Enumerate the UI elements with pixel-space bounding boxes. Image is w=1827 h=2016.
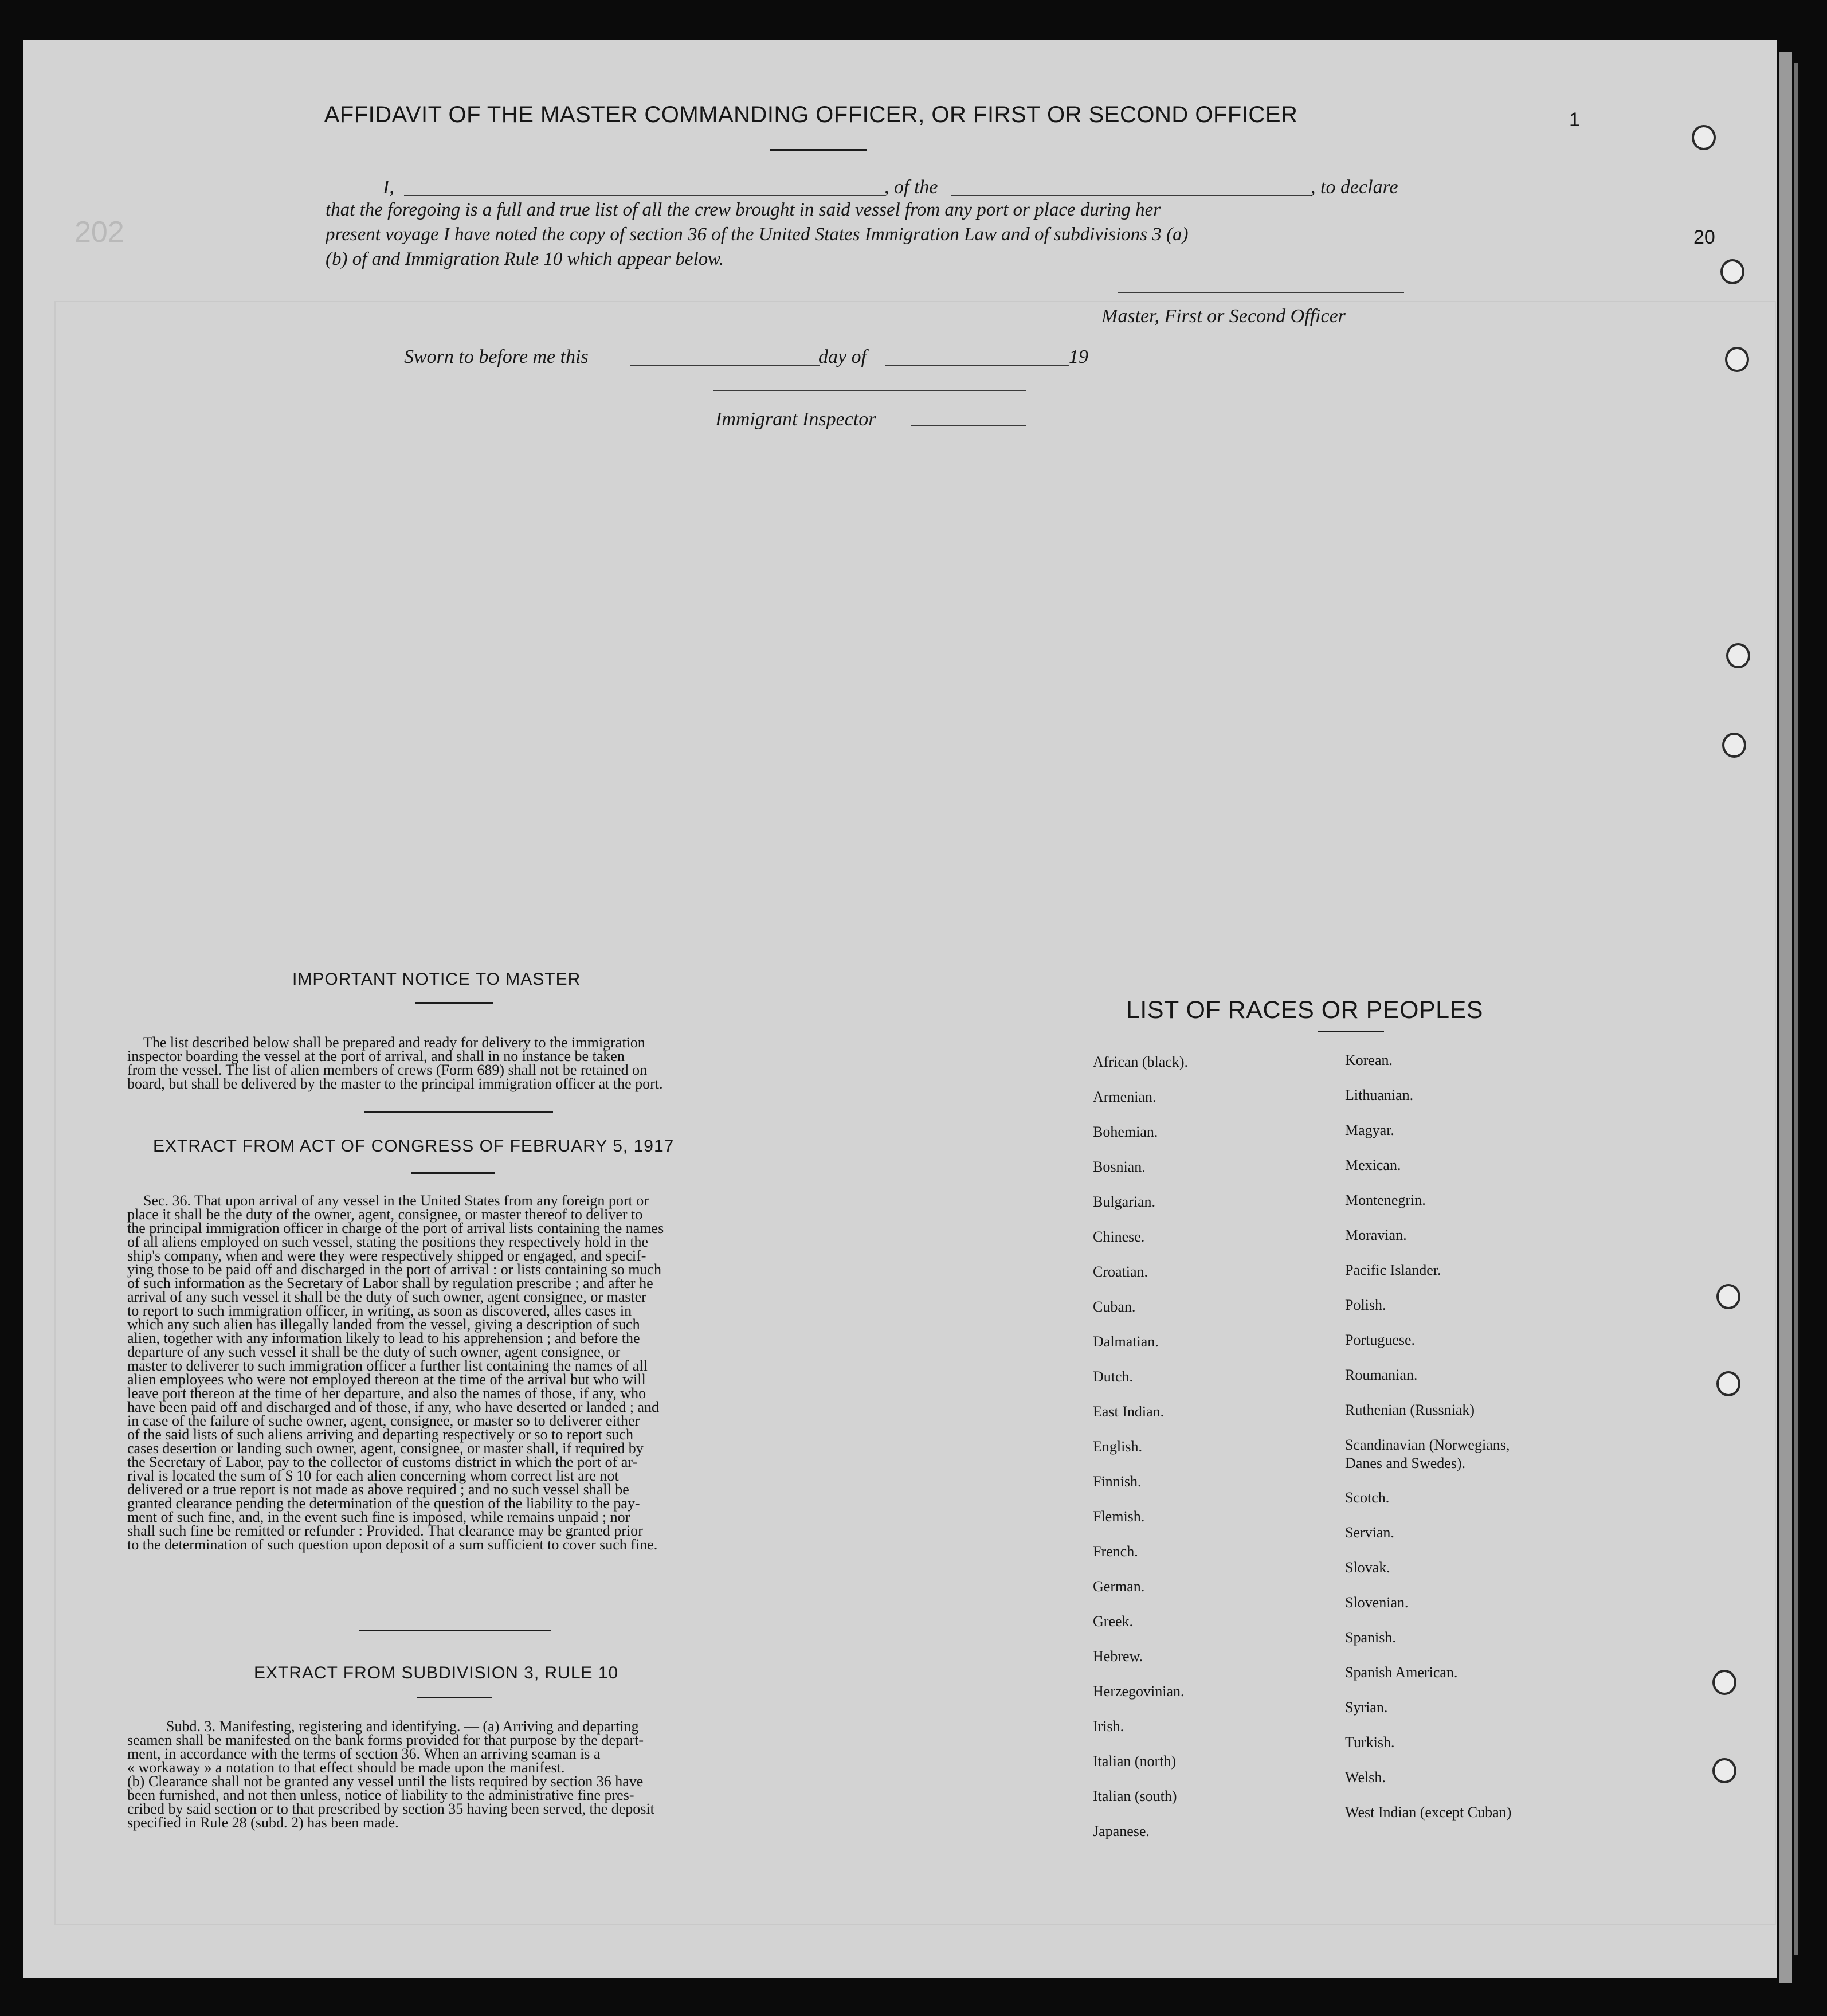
act-line: alien, together with any information likely to lead to his apprehension ; and before the bbox=[127, 1330, 640, 1346]
rule-line: specified in Rule 28 (subd. 2) has been made. bbox=[127, 1814, 399, 1831]
race-item: Armenian. bbox=[1093, 1089, 1156, 1105]
race-item: African (black). bbox=[1093, 1054, 1189, 1070]
margin-mark-one: 1 bbox=[1569, 109, 1580, 131]
act-extract-title: EXTRACT FROM ACT OF CONGRESS OF FEBRUARY 5, 1917 bbox=[153, 1137, 675, 1156]
act-line: to the determination of such question upon deposit of a sum sufficient to cover such fine. bbox=[127, 1536, 658, 1553]
race-item: Dutch. bbox=[1093, 1368, 1134, 1385]
race-item: Montenegrin. bbox=[1345, 1192, 1426, 1208]
race-item: Mexican. bbox=[1345, 1157, 1401, 1173]
punch-hole bbox=[1692, 125, 1716, 150]
race-item: German. bbox=[1093, 1578, 1145, 1595]
day-of-label: day of bbox=[818, 346, 867, 367]
race-item: Chinese. bbox=[1093, 1228, 1145, 1245]
title-underline bbox=[770, 149, 867, 151]
race-item: Servian. bbox=[1345, 1524, 1394, 1541]
page-edge bbox=[1779, 52, 1792, 1983]
rule-extract-text bbox=[127, 1720, 792, 1830]
declaration-line: (b) of and Immigration Rule 10 which appear below. bbox=[326, 249, 724, 269]
declaration-text bbox=[326, 198, 1414, 272]
bleed-through-page-number: 202 bbox=[75, 216, 124, 249]
race-item: Pacific Islander. bbox=[1345, 1262, 1441, 1278]
act-line: arrival of any such vessel it shall be the duty of such owner, agent consignee, or master bbox=[127, 1289, 646, 1305]
race-item: Dalmatian. bbox=[1093, 1333, 1159, 1350]
race-item: Lithuanian. bbox=[1345, 1087, 1414, 1103]
rule-line: (b) Clearance shall not be granted any vessel until the lists required by section 36 have bbox=[127, 1773, 644, 1790]
punch-hole bbox=[1725, 347, 1749, 372]
margin-mark-twenty: 20 bbox=[1693, 226, 1715, 248]
race-item: Bosnian. bbox=[1093, 1158, 1146, 1175]
race-item: Bohemian. bbox=[1093, 1124, 1158, 1140]
race-item: Welsh. bbox=[1345, 1769, 1386, 1786]
act-line: have been paid off and discharged and of those, if any, who have deserted or landed ; and bbox=[127, 1399, 659, 1415]
rule-line: cribed by said section or to that prescribed by section 35 having been served, the deposit bbox=[127, 1800, 654, 1817]
act-line: shall such fine be remitted or refunder : Provided. That clearance may be granted prior bbox=[127, 1522, 643, 1539]
notice-line: The list described below shall be prepared and ready for delivery to the immigration bbox=[143, 1034, 645, 1051]
race-item: Cuban. bbox=[1093, 1298, 1136, 1315]
act-line: Sec. 36. That upon arrival of any vessel in the United States from any foreign port or bbox=[143, 1192, 649, 1209]
race-item: Ruthenian (Russniak) bbox=[1345, 1402, 1475, 1418]
act-line: in case of the failure of suche owner, agent, consignee, or master so to deliverer either bbox=[127, 1412, 640, 1429]
act-line: ship's company, when and were they were respectively shipped or engaged, and specif- bbox=[127, 1247, 646, 1264]
rule-line: been furnished, and not then unless, notice of liability to the administrative fine pres- bbox=[127, 1787, 634, 1803]
race-item: Italian (north) bbox=[1093, 1753, 1177, 1770]
declaration-line: present voyage I have noted the copy of section 36 of the United States Immigration Law and of subdivisions 3 (a) bbox=[326, 224, 1189, 245]
act-line: master to deliverer to such immigration officer a further list containing the names of all bbox=[127, 1357, 648, 1374]
rule-extract-underline bbox=[417, 1697, 492, 1698]
act-line: place it shall be the duty of the owner, agent, consignee, or master thereof to deliver to bbox=[127, 1206, 643, 1223]
act-line: delivered or a true report is not made as above required ; and no such vessel shall be bbox=[127, 1481, 629, 1498]
act-line: granted clearance pending the determination of the question of the liability to the pay- bbox=[127, 1495, 640, 1512]
race-item: Italian (south) bbox=[1093, 1788, 1177, 1804]
race-item: French. bbox=[1093, 1543, 1138, 1560]
punch-hole bbox=[1722, 733, 1746, 758]
race-item: Japanese. bbox=[1093, 1823, 1150, 1839]
inspector-signature-line bbox=[713, 390, 1026, 391]
race-item: Finnish. bbox=[1093, 1473, 1142, 1490]
race-item: Syrian. bbox=[1345, 1699, 1388, 1716]
race-item: Croatian. bbox=[1093, 1263, 1148, 1280]
act-line: ying those to be paid off and discharged in the port of arrival : or lists containing so much bbox=[127, 1261, 661, 1278]
signature-label: Master, First or Second Officer bbox=[1101, 306, 1346, 327]
day-blank-line bbox=[630, 365, 820, 366]
race-item: Scotch. bbox=[1345, 1489, 1390, 1506]
rule-line: seamen shall be manifested on the bank forms provided for that purpose by the depart- bbox=[127, 1732, 644, 1748]
vessel-blank-line bbox=[951, 195, 1312, 196]
act-line: rival is located the sum of $ 10 for each alien concerning whom correct list are not bbox=[127, 1467, 619, 1484]
race-item: Roumanian. bbox=[1345, 1367, 1418, 1383]
rule-extract-title: EXTRACT FROM SUBDIVISION 3, RULE 10 bbox=[254, 1663, 619, 1682]
act-line: the principal immigration officer in charge of the port of arrival lists containing the names bbox=[127, 1220, 664, 1236]
notice-title: IMPORTANT NOTICE TO MASTER bbox=[292, 970, 581, 989]
races-list-title: LIST OF RACES OR PEOPLES bbox=[1126, 996, 1483, 1024]
act-line: which any such alien has illegally landed from the vessel, giving a description of such bbox=[127, 1316, 640, 1333]
race-item: Bulgarian. bbox=[1093, 1193, 1156, 1210]
act-line: of all aliens employed on such vessel, stating the positions they respectively hold in the bbox=[127, 1234, 649, 1250]
sworn-label: Sworn to before me this bbox=[404, 346, 589, 367]
race-item: Moravian. bbox=[1345, 1227, 1407, 1243]
to-declare-label: , to declare bbox=[1311, 177, 1398, 198]
race-item: Polish. bbox=[1345, 1297, 1386, 1313]
race-item: Slovenian. bbox=[1345, 1594, 1409, 1611]
declaration-line: that the foregoing is a full and true list of all the crew brought in said vessel from any port or place during her bbox=[326, 199, 1161, 220]
act-line: the Secretary of Labor, pay to the collector of customs district in which the port of ar- bbox=[127, 1454, 638, 1470]
name-blank-line bbox=[404, 195, 885, 196]
race-item: Turkish. bbox=[1345, 1734, 1395, 1751]
inspector-label: Immigrant Inspector bbox=[715, 409, 876, 430]
section-divider bbox=[364, 1111, 553, 1113]
act-extract-text bbox=[127, 1194, 792, 1552]
race-item: Korean. bbox=[1345, 1052, 1393, 1068]
inspector-blank-line bbox=[911, 425, 1026, 426]
signature-line bbox=[1118, 292, 1404, 293]
races-title-underline bbox=[1318, 1031, 1384, 1032]
of-the-label: , of the bbox=[884, 177, 938, 198]
notice-text bbox=[127, 1036, 792, 1091]
notice-line: board, but shall be delivered by the master to the principal immigration officer at the port. bbox=[127, 1075, 663, 1092]
act-line: ment of such fine, and, in the event such fine is imposed, while remains unpaid ; nor bbox=[127, 1509, 630, 1525]
race-item: Spanish American. bbox=[1345, 1664, 1458, 1681]
punch-hole bbox=[1712, 1758, 1736, 1783]
race-item: Irish. bbox=[1093, 1718, 1124, 1735]
act-extract-underline bbox=[411, 1172, 495, 1174]
race-item: Flemish. bbox=[1093, 1508, 1145, 1525]
act-line: cases desertion or landing such owner, agent, consignee, or master shall, if required by bbox=[127, 1440, 644, 1457]
punch-hole bbox=[1720, 259, 1744, 284]
act-line: departure of any such vessel it shall be the duty of such owner, agent consignee, or bbox=[127, 1344, 621, 1360]
notice-underline bbox=[415, 1002, 493, 1004]
race-item: Danes and Swedes). bbox=[1345, 1455, 1466, 1471]
punch-hole bbox=[1716, 1371, 1740, 1396]
punch-hole bbox=[1726, 643, 1750, 668]
page-edge-shadow bbox=[1794, 63, 1798, 1955]
punch-hole bbox=[1712, 1670, 1736, 1695]
punch-hole bbox=[1716, 1284, 1740, 1309]
race-item: Scandinavian (Norwegians, bbox=[1345, 1436, 1510, 1453]
affidavit-i-label: I, bbox=[383, 177, 394, 198]
race-item: Spanish. bbox=[1345, 1629, 1396, 1646]
year-prefix: 19 bbox=[1069, 346, 1088, 367]
race-item: Slovak. bbox=[1345, 1559, 1390, 1576]
section-divider bbox=[359, 1630, 551, 1631]
race-item: East Indian. bbox=[1093, 1403, 1165, 1420]
act-line: leave port thereon at the time of her departure, and also the names of those, if any, who bbox=[127, 1385, 646, 1402]
act-line: to report to such immigration officer, in writing, as soon as discovered, alles cases in bbox=[127, 1302, 632, 1319]
act-line: alien employees who were not employed thereon at the time of the arrival but who will bbox=[127, 1371, 646, 1388]
race-item: Magyar. bbox=[1345, 1122, 1394, 1138]
race-item: Portuguese. bbox=[1345, 1332, 1416, 1348]
race-item: Herzegovinian. bbox=[1093, 1683, 1185, 1700]
race-item: Greek. bbox=[1093, 1613, 1134, 1630]
rule-line: « workaway » a notation to that effect should be made upon the manifest. bbox=[127, 1759, 565, 1776]
rule-line: ment, in accordance with the terms of section 36. When an arriving seaman is a bbox=[127, 1745, 601, 1762]
act-line: of such information as the Secretary of Labor shall by regulation prescribe ; and after he bbox=[127, 1275, 653, 1291]
race-item: West Indian (except Cuban) bbox=[1345, 1804, 1512, 1821]
affidavit-title: AFFIDAVIT OF THE MASTER COMMANDING OFFICER, OR FIRST OR SECOND OFFICER bbox=[324, 102, 1298, 127]
month-blank-line bbox=[885, 365, 1069, 366]
act-line: of the said lists of such aliens arriving and departing respectively or so to report such bbox=[127, 1426, 634, 1443]
notice-line: from the vessel. The list of alien members of crews (Form 689) shall not be retained on bbox=[127, 1062, 648, 1078]
notice-line: inspector boarding the vessel at the port of arrival, and shall in no instance be taken bbox=[127, 1048, 625, 1064]
rule-line: Subd. 3. Manifesting, registering and identifying. — (a) Arriving and departing bbox=[166, 1718, 639, 1735]
race-item: Hebrew. bbox=[1093, 1648, 1143, 1665]
race-item: English. bbox=[1093, 1438, 1142, 1455]
